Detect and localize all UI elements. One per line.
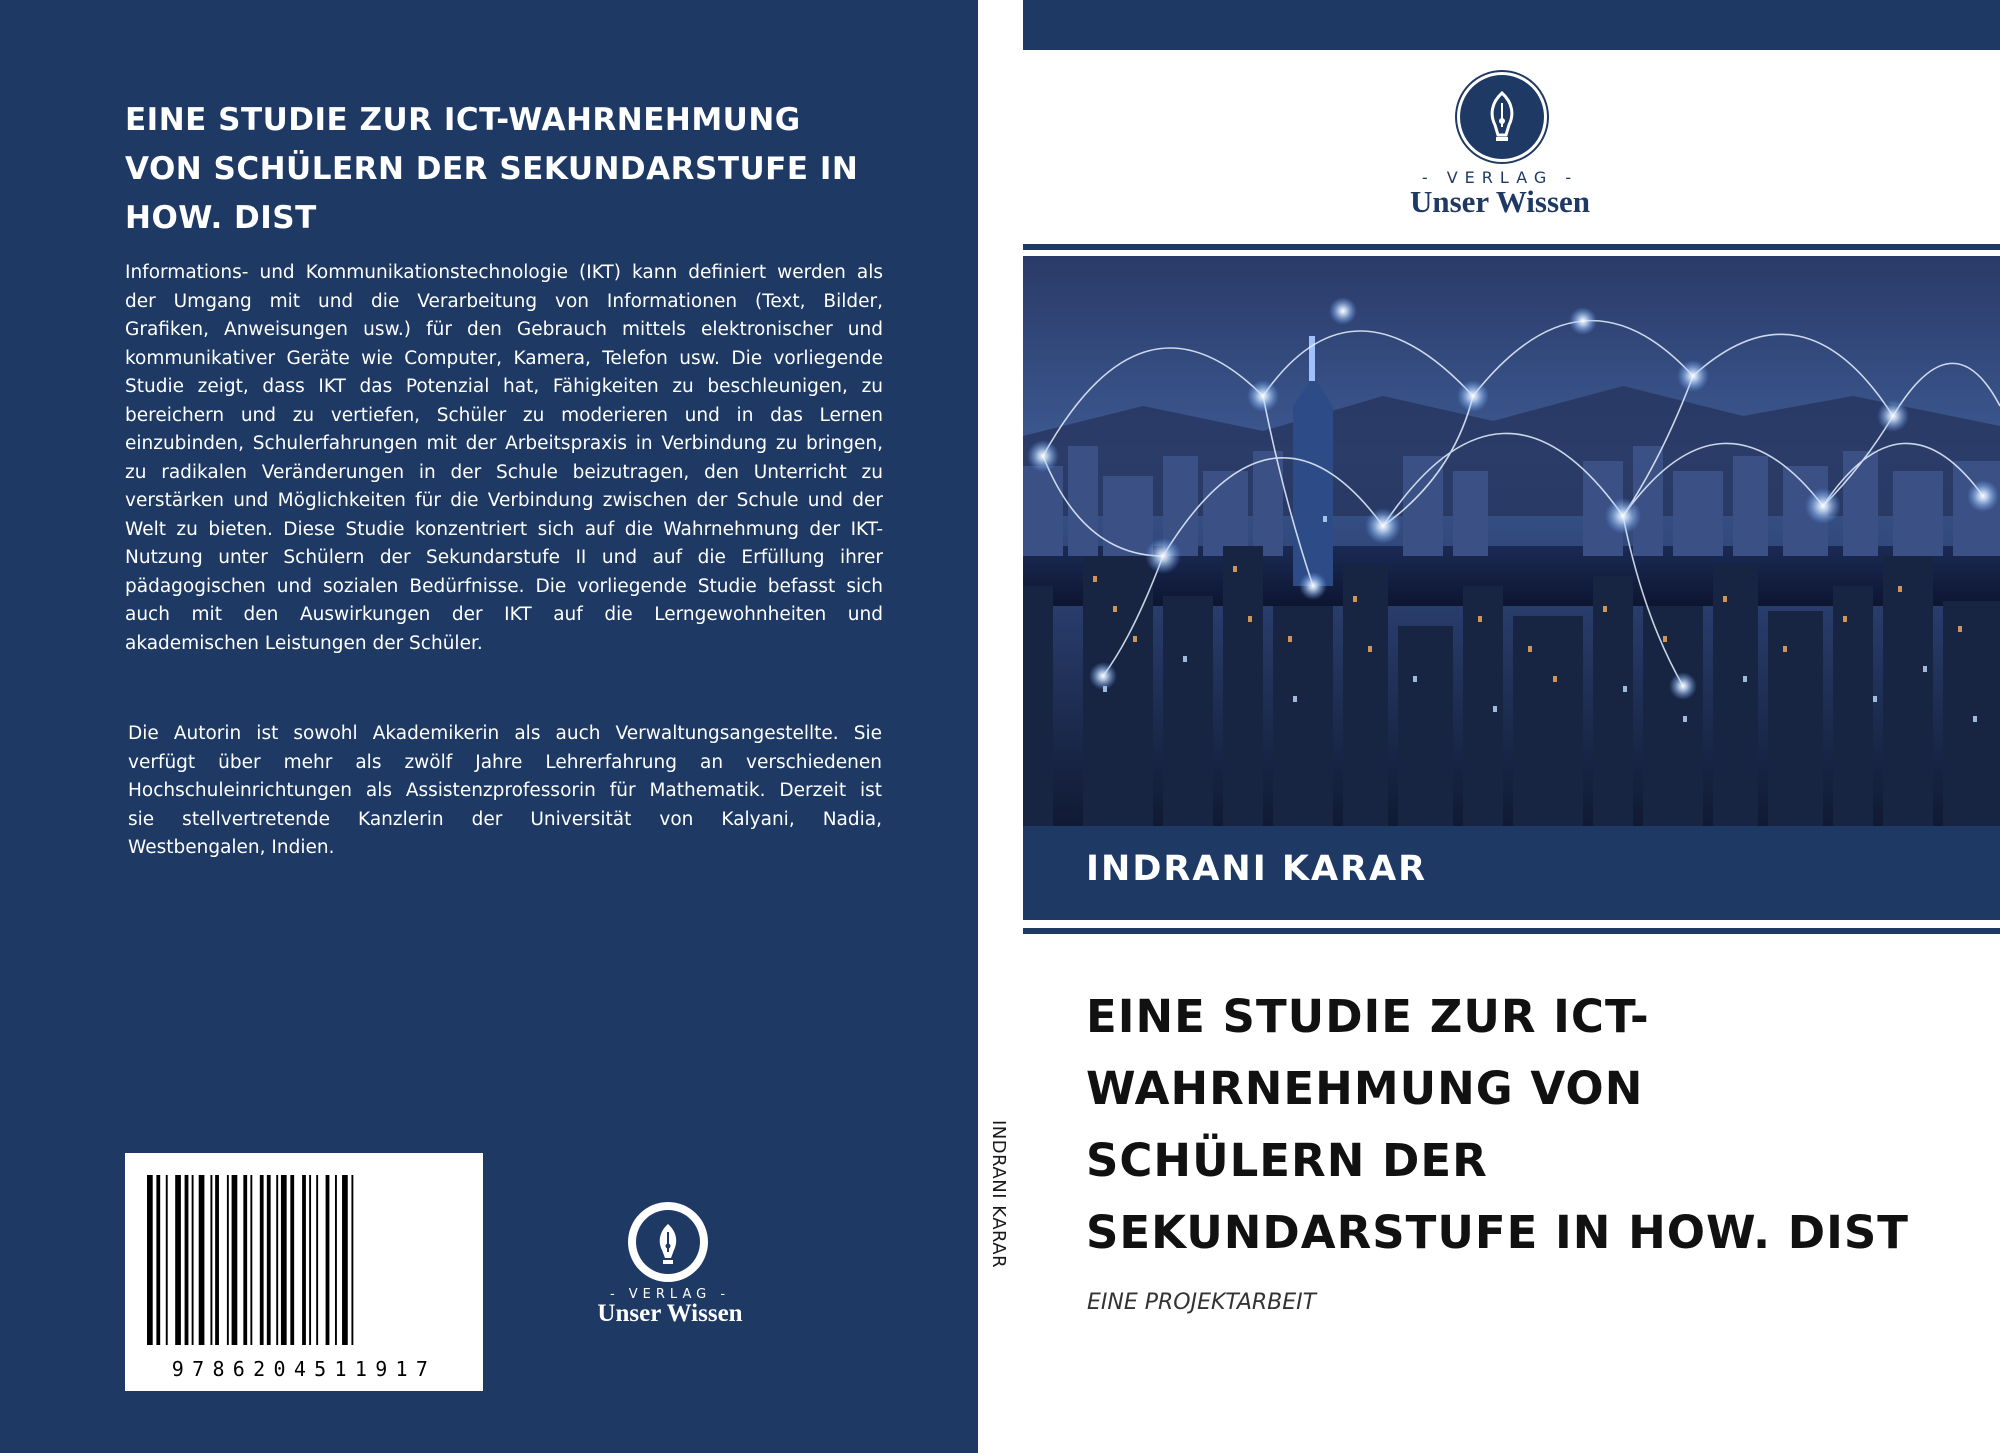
- divider-rule: [1023, 928, 2000, 934]
- front-cover-title: [1086, 981, 1966, 1269]
- bio-line: Hochschuleinrichtungen als Assistenzprofessorin für Mathematik. Derzeit ist: [128, 780, 882, 801]
- back-cover-description: [125, 259, 883, 658]
- front-author-name: INDRANI KARAR: [1086, 849, 1428, 889]
- publisher-emblem: [628, 1202, 708, 1282]
- description-line: zu radikalen Veränderungen in der Schule beizutragen, den Unterricht zu: [125, 461, 883, 483]
- spine-author: INDRANI KARAR: [988, 1120, 1009, 1269]
- front-title-line: SCHÜLERN DER: [1086, 1134, 1488, 1187]
- back-publisher-logo: [580, 1200, 760, 1330]
- description-line: Nutzung unter Schülern der Sekundarstufe II und auf die Erfüllung ihrer: [125, 547, 883, 568]
- back-cover-author-bio: [128, 720, 882, 863]
- city-skyline-network-photo: [1023, 256, 2000, 826]
- cover-illustration: [1023, 256, 2000, 826]
- description-line: pädagogischen und sozialen Bedürfnisse. Die vorliegende Studie befasst sich: [125, 575, 883, 597]
- logo-brand-text: Unser Wissen: [1409, 184, 1591, 219]
- description-line: kommunikativer Geräte wie Computer, Kamera, Telefon usw. Die vorliegende: [125, 347, 883, 369]
- description-line: einzubinden, Schulerfahrungen mit der Arbeitspraxis in Verbindung zu bringen,: [125, 433, 883, 454]
- fountain-pen-nib-icon: [628, 1202, 708, 1282]
- front-title-line: WAHRNEHMUNG VON: [1086, 1062, 1644, 1115]
- back-title-line: VON SCHÜLERN DER SEKUNDARSTUFE IN: [125, 151, 859, 187]
- front-title-line: EINE STUDIE ZUR ICT-: [1086, 990, 1650, 1043]
- bio-line: Die Autorin ist sowohl Akademikerin als auch Verwaltungsangestellte. Sie: [128, 723, 882, 744]
- barcode-bars: [125, 1153, 483, 1357]
- description-line: der Umgang mit und die Verarbeitung von Informationen (Text, Bilder,: [125, 290, 883, 312]
- front-title-line: SEKUNDARSTUFE IN HOW. DIST: [1086, 1206, 1909, 1259]
- bio-line: sie stellvertretende Kanzlerin der Universität von Kalyani, Nadia,: [128, 808, 882, 830]
- logo-verlag-text: - VERLAG -: [609, 1287, 731, 1302]
- logo-brand-text: Unser Wissen: [597, 1300, 743, 1327]
- publisher-emblem: [1457, 72, 1547, 162]
- back-title-line: EINE STUDIE ZUR ICT-WAHRNEHMUNG: [125, 102, 801, 138]
- isbn-barcode: [125, 1153, 483, 1391]
- bio-line: Westbengalen, Indien.: [128, 837, 335, 858]
- divider-rule: [1023, 244, 2000, 250]
- description-line: akademischen Leistungen der Schüler.: [125, 632, 483, 654]
- description-line: Studie zeigt, dass IKT das Potenzial hat, Fähigkeiten zu beschleunigen, zu: [125, 376, 883, 397]
- logo-verlag-text: - VERLAG -: [1421, 168, 1579, 187]
- description-line: Informations- und Kommunikationstechnologie (IKT) kann definiert werden als: [125, 262, 883, 283]
- back-cover-title: [125, 96, 905, 243]
- description-line: Welt zu bieten. Diese Studie konzentriert sich auf die Wahrnehmung der IKT-: [125, 518, 883, 540]
- bio-line: verfügt über mehr als zwölf Jahre Lehrerfahrung an verschiedenen: [128, 751, 882, 773]
- description-line: Grafiken, Anweisungen usw.) für den Gebrauch mittels elektronischer und: [125, 319, 883, 340]
- front-top-band: [1023, 0, 2000, 50]
- barcode-digits: 9786204511917: [171, 1357, 437, 1381]
- back-title-line: HOW. DIST: [125, 200, 317, 236]
- front-publisher-logo: [1395, 72, 1605, 222]
- front-cover-subtitle: EINE PROJEKTARBEIT: [1087, 1290, 1317, 1315]
- fountain-pen-nib-icon: [1460, 75, 1544, 159]
- description-line: auch mit den Auswirkungen der IKT auf die Lerngewohnheiten und: [125, 604, 883, 625]
- description-line: bereichern und zu vertiefen, Schüler zu moderieren und in das Lernen: [125, 404, 883, 426]
- description-line: verstärken und Möglichkeiten für die Verbindung zwischen der Schule und der: [125, 490, 883, 511]
